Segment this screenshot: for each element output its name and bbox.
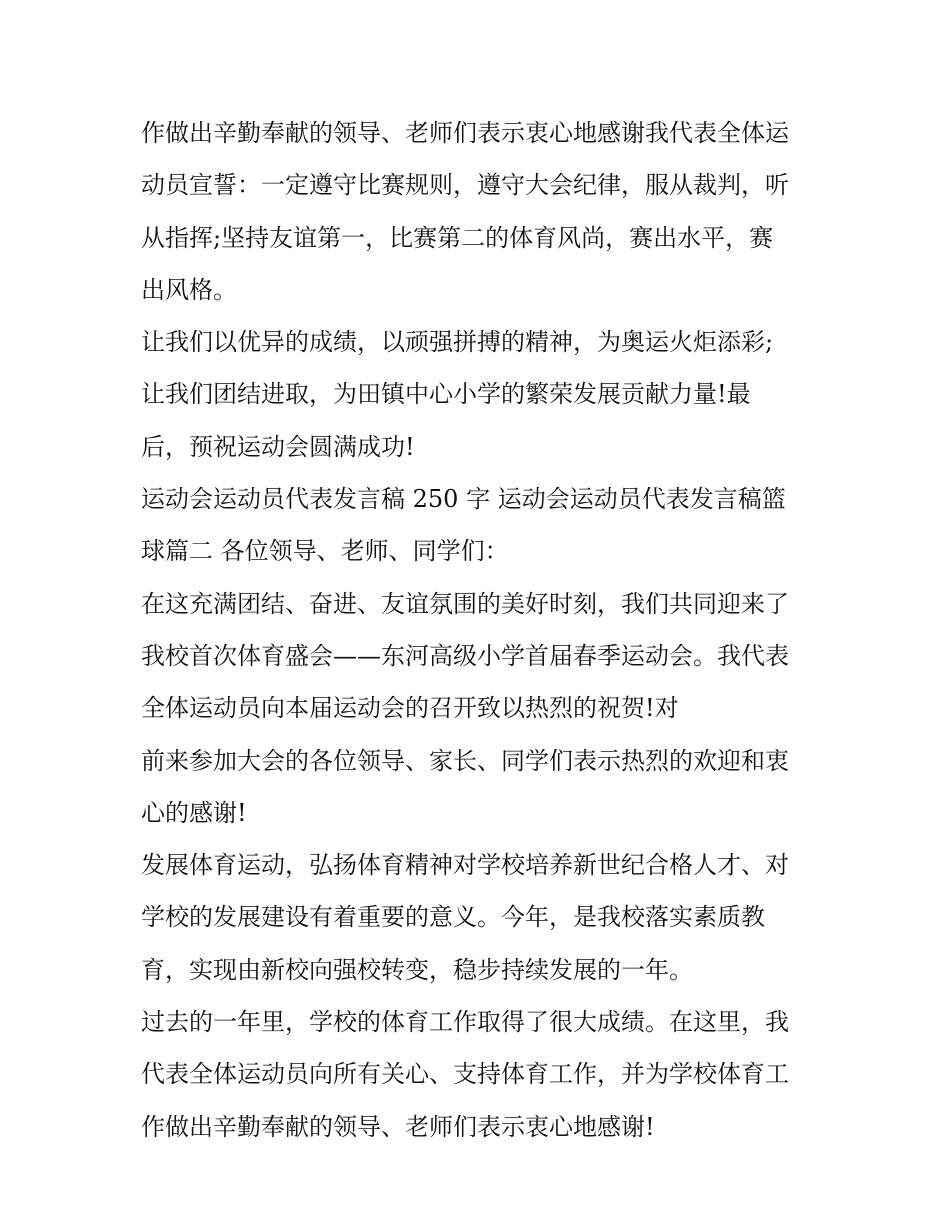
text-line: 运动会运动员代表发言稿 250 字 运动会运动员代表发言稿篮 [141, 485, 786, 514]
text-line: 学校的发展建设有着重要的意义。今年，是我校落实素质教 [141, 903, 765, 932]
text-line: 我校首次体育盛会——东河高级小学首届春季运动会。我代表 [141, 641, 789, 670]
text-line: 心的感谢! [141, 798, 247, 827]
text-line: 发展体育运动，弘扬体育精神对学校培养新世纪合格人才、对 [141, 851, 789, 880]
text-line: 前来参加大会的各位领导、家长、同学们表示热烈的欢迎和衷 [141, 746, 789, 775]
text-line: 从指挥;坚持友谊第一，比赛第二的体育风尚，赛出水平，赛 [141, 223, 774, 252]
text-line: 作做出辛勤奉献的领导、老师们表示衷心地感谢! [141, 1112, 655, 1141]
text-line: 球篇二 各位领导、老师、同学们： [141, 537, 509, 566]
text-line: 让我们以优异的成绩，以顽强拼搏的精神，为奥运火炬添彩; [141, 328, 774, 357]
text-line: 代表全体运动员向所有关心、支持体育工作，并为学校体育工 [141, 1060, 789, 1089]
text-line: 在这充满团结、奋进、友谊氛围的美好时刻，我们共同迎来了 [141, 589, 789, 618]
text-line: 后，预祝运动会圆满成功! [141, 432, 415, 461]
text-line: 过去的一年里，学校的体育工作取得了很大成绩。在这里，我 [141, 1008, 789, 1037]
text-line: 全体运动员向本届运动会的召开致以热烈的祝贺!对 [141, 694, 679, 723]
text-line: 让我们团结进取，为田镇中心小学的繁荣发展贡献力量!最 [141, 380, 751, 409]
text-line: 动员宣誓：一定遵守比赛规则，遵守大会纪律，服从裁判，听 [141, 171, 789, 200]
document-body [141, 107, 831, 1153]
text-line: 出风格。 [141, 275, 237, 304]
text-line: 作做出辛勤奉献的领导、老师们表示衷心地感谢我代表全体运 [141, 119, 789, 147]
text-line: 育，实现由新校向强校转变，稳步持续发展的一年。 [141, 955, 693, 984]
